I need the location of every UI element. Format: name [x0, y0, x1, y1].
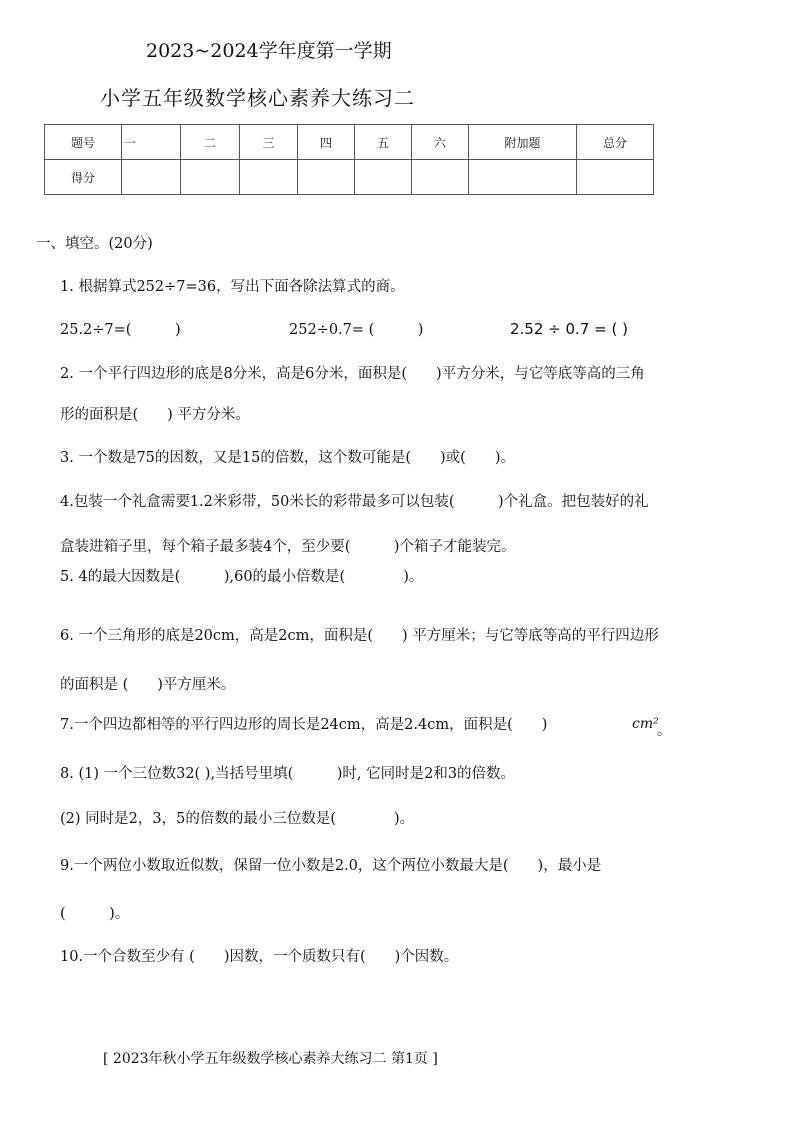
score-input-2[interactable] — [181, 160, 240, 195]
question-8-part1: 8. (1) 一个三位数32( ),当括号里填( )时, 它同时是2和3的倍数。 — [60, 766, 516, 782]
score-row-label: 得分 — [45, 160, 122, 195]
score-input-total[interactable] — [577, 160, 654, 195]
score-cell-6: 六 — [412, 125, 469, 160]
question-4-line2: 盒装进箱子里，每个箱子最多装4个，至少要( )个箱子才能装完。 — [60, 539, 516, 555]
question-9-line1: 9.一个两位小数取近似数，保留一位小数是2.0，这个两位小数最大是( )，最小是 — [60, 858, 602, 874]
score-input-4[interactable] — [298, 160, 355, 195]
score-input-6[interactable] — [412, 160, 469, 195]
score-cell-4: 四 — [298, 125, 355, 160]
score-input-5[interactable] — [355, 160, 412, 195]
question-9-line2: ( )。 — [60, 906, 130, 922]
question-1c: 2.52 ÷ 0.7 = ( ) — [510, 320, 628, 338]
exam-term-title: 2023~2024学年度第一学期 — [146, 40, 392, 62]
score-cell-3: 三 — [240, 125, 298, 160]
question-7-unit: cm² — [632, 716, 659, 732]
question-5: 5. 4的最大因数是( ),60的最小倍数是( )。 — [60, 569, 424, 585]
question-7-end: 。 — [657, 723, 672, 739]
question-2-line2: 形的面积是( ) 平方分米。 — [60, 407, 250, 423]
score-input-1[interactable] — [122, 160, 181, 195]
score-input-bonus[interactable] — [469, 160, 577, 195]
score-input-3[interactable] — [240, 160, 298, 195]
score-table — [44, 124, 654, 195]
score-cell-2: 二 — [181, 125, 240, 160]
score-table-header-row — [45, 125, 654, 160]
page-footer: [ 2023年秋小学五年级数学核心素养大练习二 第1页 ] — [103, 1051, 438, 1067]
score-cell-bonus: 附加题 — [469, 125, 577, 160]
question-4-line1: 4.包装一个礼盒需要1.2米彩带，50米长的彩带最多可以包装( )个礼盒。把包装好的礼 — [60, 494, 649, 510]
score-cell-total: 总分 — [577, 125, 654, 160]
section-heading-fill-in: 一、填空。(20分) — [36, 236, 153, 252]
score-cell-5: 五 — [355, 125, 412, 160]
score-cell-1: 一 — [122, 125, 181, 160]
question-10: 10.一个合数至少有 ( )因数，一个质数只有( )个因数。 — [60, 949, 459, 965]
question-6-line1: 6. 一个三角形的底是20cm，高是2cm，面积是( ) 平方厘米；与它等底等高的平行四边形 — [60, 628, 659, 644]
question-7: 7.一个四边都相等的平行四边形的周长是24cm，高是2.4cm，面积是( ) — [60, 717, 548, 733]
question-8-part2: (2) 同时是2，3，5的倍数的最小三位数是( )。 — [60, 811, 415, 827]
question-2-line1: 2. 一个平行四边形的底是8分米，高是6分米，面积是( )平方分米，与它等底等高的三角 — [60, 366, 645, 382]
score-table-score-row — [45, 160, 654, 195]
question-1: 1. 根据算式252÷7=36，写出下面各除法算式的商。 — [60, 279, 405, 295]
question-1b: 252÷0.7= ( ) — [289, 322, 424, 338]
question-1a: 25.2÷7=( ) — [60, 322, 181, 338]
question-6-line2: 的面积是 ( )平方厘米。 — [60, 677, 236, 693]
question-3: 3. 一个数是75的因数，又是15的倍数，这个数可能是( )或( )。 — [60, 450, 515, 466]
exam-title: 小学五年级数学核心素养大练习二 — [100, 86, 415, 110]
score-cell-label: 题号 — [45, 125, 122, 160]
